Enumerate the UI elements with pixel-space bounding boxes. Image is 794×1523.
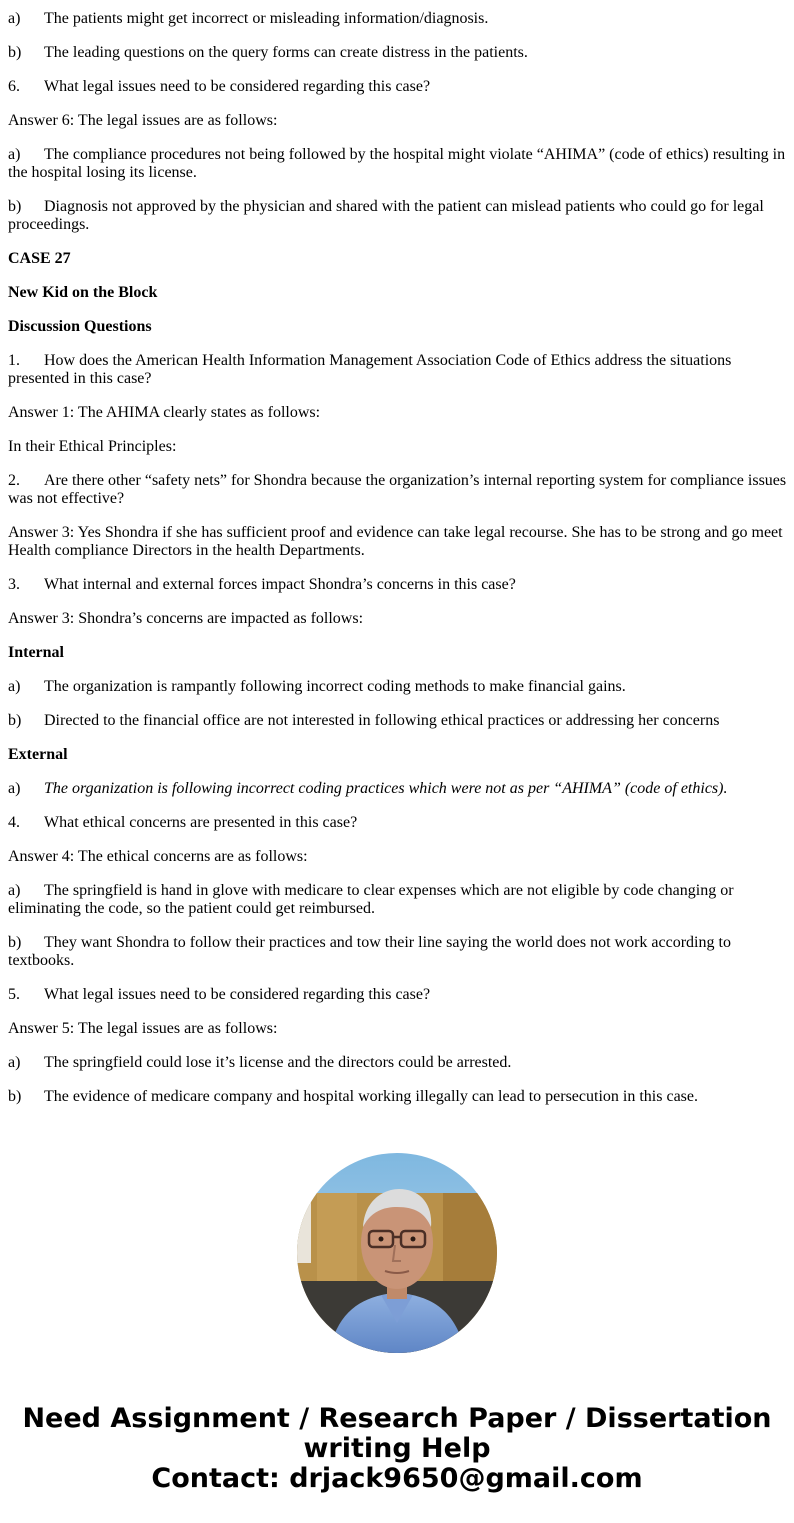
list-item [8,78,788,96]
list-item [8,780,788,798]
list-item [8,934,788,970]
paragraph-text: The patients might get incorrect or misleading information/diagnosis. [44,10,489,27]
list-marker: 3. [8,576,20,593]
paragraph [8,1020,788,1038]
footer-line-2: writing Help [303,1433,491,1464]
section-heading [8,644,788,662]
paragraph-text: What legal issues need to be considered regarding this case? [44,986,431,1003]
footer-contact[interactable]: Contact: drjack9650@gmail.com [151,1463,643,1494]
author-photo [297,1153,497,1353]
author-avatar [297,1153,497,1353]
paragraph-text: Answer 1: The AHIMA clearly states as follows: [8,404,321,421]
paragraph-text: How does the American Health Information Management Association Code of Ethics address the situations presented in this case? [8,352,732,387]
paragraph-text: New Kid on the Block [8,284,158,301]
paragraph-text: The leading questions on the query forms can create distress in the patients. [44,44,528,61]
document-body [8,10,788,1122]
paragraph-text: The organization is rampantly following incorrect coding methods to make financial gains. [44,678,626,695]
list-item [8,882,788,918]
paragraph-text: Answer 5: The legal issues are as follows: [8,1020,278,1037]
paragraph-text: In their Ethical Principles: [8,438,177,455]
list-marker: b) [8,712,22,729]
list-item [8,352,788,388]
list-item [8,1054,788,1072]
section-heading [8,284,788,302]
list-item [8,198,788,234]
list-marker: 5. [8,986,20,1003]
paragraph-text: The springfield could lose it’s license and the directors could be arrested. [44,1054,512,1071]
paragraph-text: What legal issues need to be considered regarding this case? [44,78,431,95]
list-item [8,1088,788,1106]
paragraph-text: Answer 4: The ethical concerns are as follows: [8,848,308,865]
list-marker: a) [8,780,21,797]
paragraph-text: Discussion Questions [8,318,152,335]
paragraph [8,610,788,628]
paragraph-text: The evidence of medicare company and hospital working illegally can lead to persecution in this case. [44,1088,698,1105]
list-item [8,986,788,1004]
list-marker: a) [8,146,21,163]
list-marker: b) [8,44,22,61]
section-heading [8,318,788,336]
paragraph [8,112,788,130]
list-marker: b) [8,1088,22,1105]
paragraph-text: Are there other “safety nets” for Shondra because the organization’s internal reporting system for compliance issues was not effective? [8,472,787,507]
list-item [8,146,788,182]
paragraph-text: The organization is following incorrect coding practices which were not as per “AHIMA” (code of ethics). [44,780,728,797]
list-item [8,44,788,62]
list-marker: a) [8,1054,21,1071]
paragraph-text: Answer 6: The legal issues are as follows: [8,112,278,129]
paragraph-text: Answer 3: Shondra’s concerns are impacted as follows: [8,610,364,627]
paragraph [8,404,788,422]
list-marker: a) [8,10,21,27]
paragraph-text: What internal and external forces impact Shondra’s concerns in this case? [44,576,516,593]
paragraph-text: What ethical concerns are presented in this case? [44,814,358,831]
list-marker: 1. [8,352,20,369]
section-heading [8,250,788,268]
list-marker: a) [8,678,21,695]
list-item [8,678,788,696]
list-marker: 2. [8,472,20,489]
paragraph-text: They want Shondra to follow their practices and tow their line saying the world does not work according to textbooks. [8,934,731,969]
section-heading [8,746,788,764]
list-item [8,472,788,508]
list-item [8,814,788,832]
list-marker: a) [8,882,21,899]
footer-banner [0,1404,794,1494]
paragraph-text: Answer 3: Yes Shondra if she has sufficient proof and evidence can take legal recourse. She has to be strong and go meet Health compliance Directors in the health Departments. [8,524,783,559]
list-marker: 4. [8,814,20,831]
list-marker: b) [8,198,22,215]
paragraph [8,438,788,456]
paragraph-text: The springfield is hand in glove with medicare to clear expenses which are not eligible by code changing or eliminating the code, so the patient could get reimbursed. [8,882,734,917]
paragraph-text: The compliance procedures not being followed by the hospital might violate “AHIMA” (code of ethics) resulting in the hospital losing its license. [8,146,786,181]
paragraph-text: Internal [8,644,64,661]
list-item [8,712,788,730]
list-marker: 6. [8,78,20,95]
paragraph-text: Diagnosis not approved by the physician and shared with the patient can mislead patients who could go for legal proceedings. [8,198,764,233]
paragraph [8,848,788,866]
list-item [8,576,788,594]
paragraph-text: Directed to the financial office are not interested in following ethical practices or addressing her concerns [44,712,720,729]
list-item [8,10,788,28]
paragraph-text: External [8,746,68,763]
paragraph-text: CASE 27 [8,250,71,267]
list-marker: b) [8,934,22,951]
paragraph [8,524,788,560]
footer-line-1: Need Assignment / Research Paper / Dissertation [22,1403,772,1434]
